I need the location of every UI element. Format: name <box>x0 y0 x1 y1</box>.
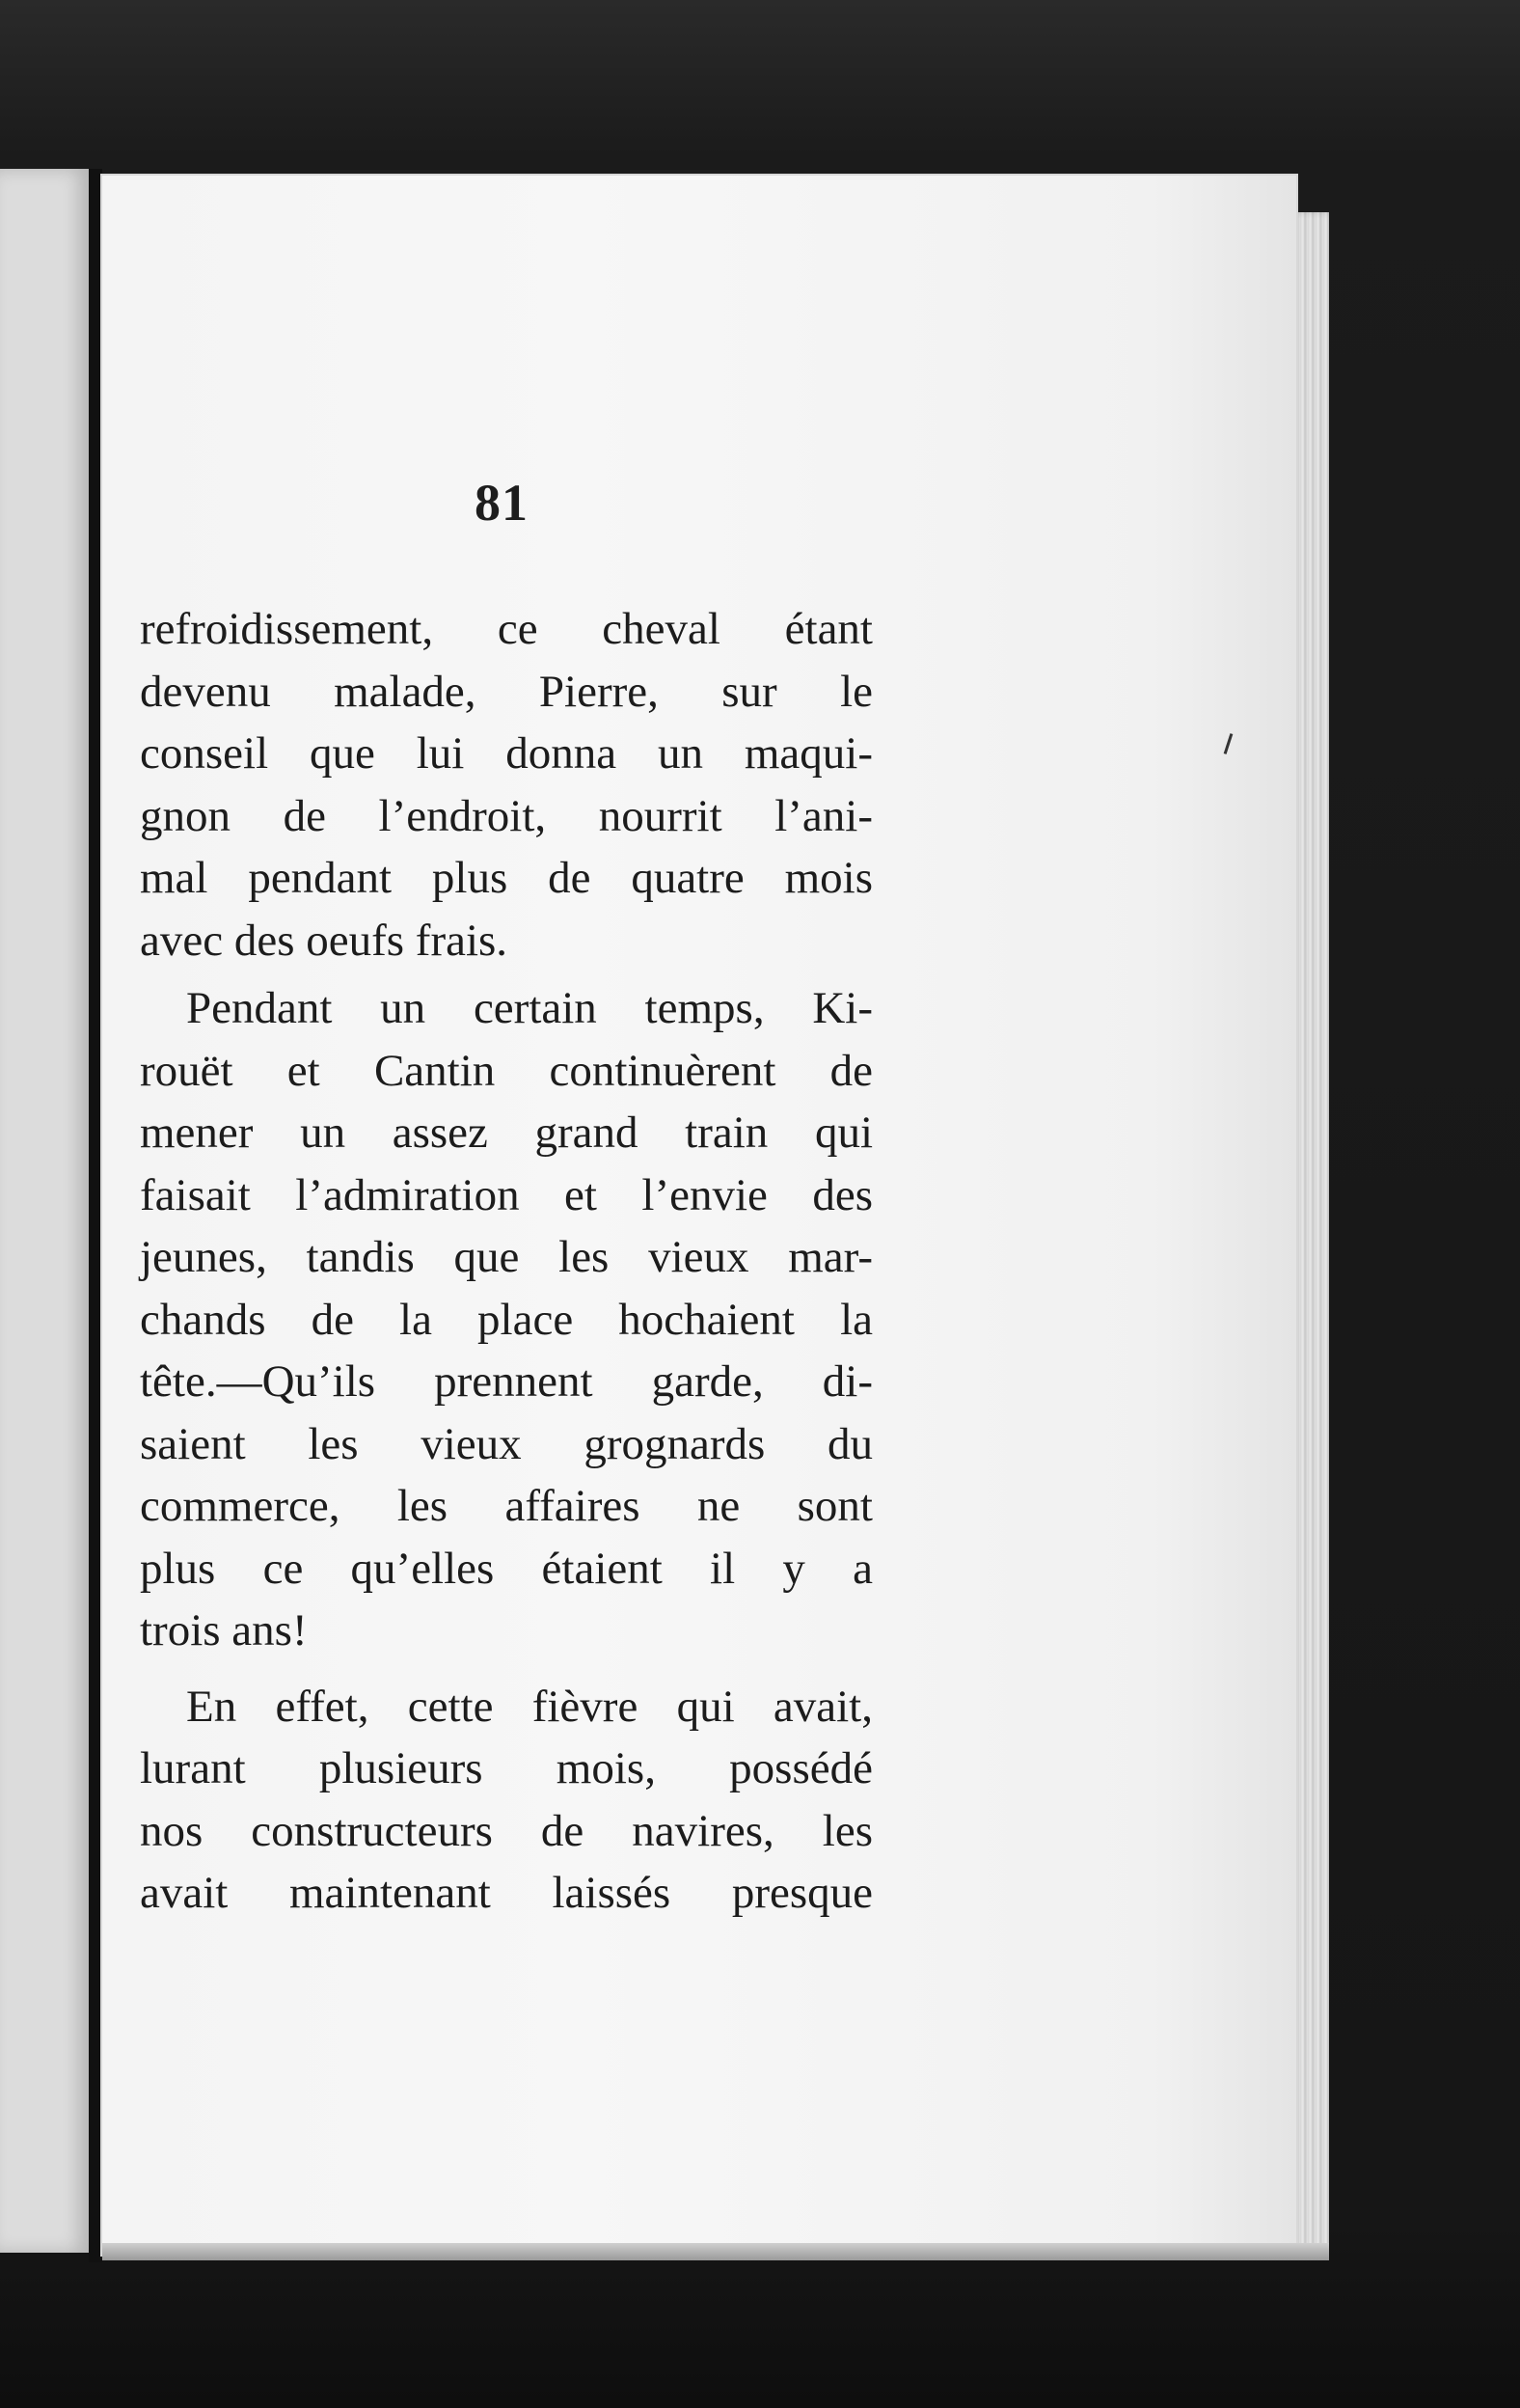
text-line: faisait l’admiration et l’envie des <box>140 1169 873 1220</box>
text-line: saient les vieux grognards du <box>140 1418 873 1469</box>
text-line: chands de la place hochaient la <box>140 1294 873 1345</box>
text-line: commerce, les affaires ne sont <box>140 1481 873 1531</box>
text-line: tête.—Qu’ils prennent garde, di- <box>140 1356 873 1407</box>
page-body-text <box>140 598 873 1925</box>
text-line: mener un assez grand train qui <box>140 1108 873 1158</box>
text-line: jeunes, tandis que les vieux mar- <box>140 1232 873 1282</box>
page-bottom-edge <box>102 2243 1329 2260</box>
text-line: nos constructeurs de navires, les <box>140 1805 873 1856</box>
text-line: gnon de l’endroit, nourrit l’ani- <box>140 790 873 841</box>
text-line: lurant plusieurs mois, possédé <box>140 1743 873 1793</box>
text-line: devenu malade, Pierre, sur le <box>140 666 873 717</box>
text-line: rouët et Cantin continuèrent de <box>140 1045 873 1096</box>
text-line: trois ans! <box>140 1605 308 1656</box>
text-line: mal pendant plus de quatre mois <box>140 853 873 903</box>
text-line: refroidissement, ce cheval étant <box>140 604 873 654</box>
text-line: Pendant un certain temps, Ki- <box>186 983 873 1033</box>
page-number: 81 <box>475 474 529 532</box>
left-page-edge <box>0 169 95 2253</box>
text-line: avec des oeufs frais. <box>140 915 508 966</box>
text-line: avait maintenant laissés presque <box>140 1868 873 1918</box>
text-line: conseil que lui donna un maqui- <box>140 728 873 779</box>
text-line: En effet, cette fièvre qui avait, <box>186 1681 873 1732</box>
book-gutter <box>89 169 102 2262</box>
text-line: plus ce qu’elles étaient il y a <box>140 1543 873 1594</box>
